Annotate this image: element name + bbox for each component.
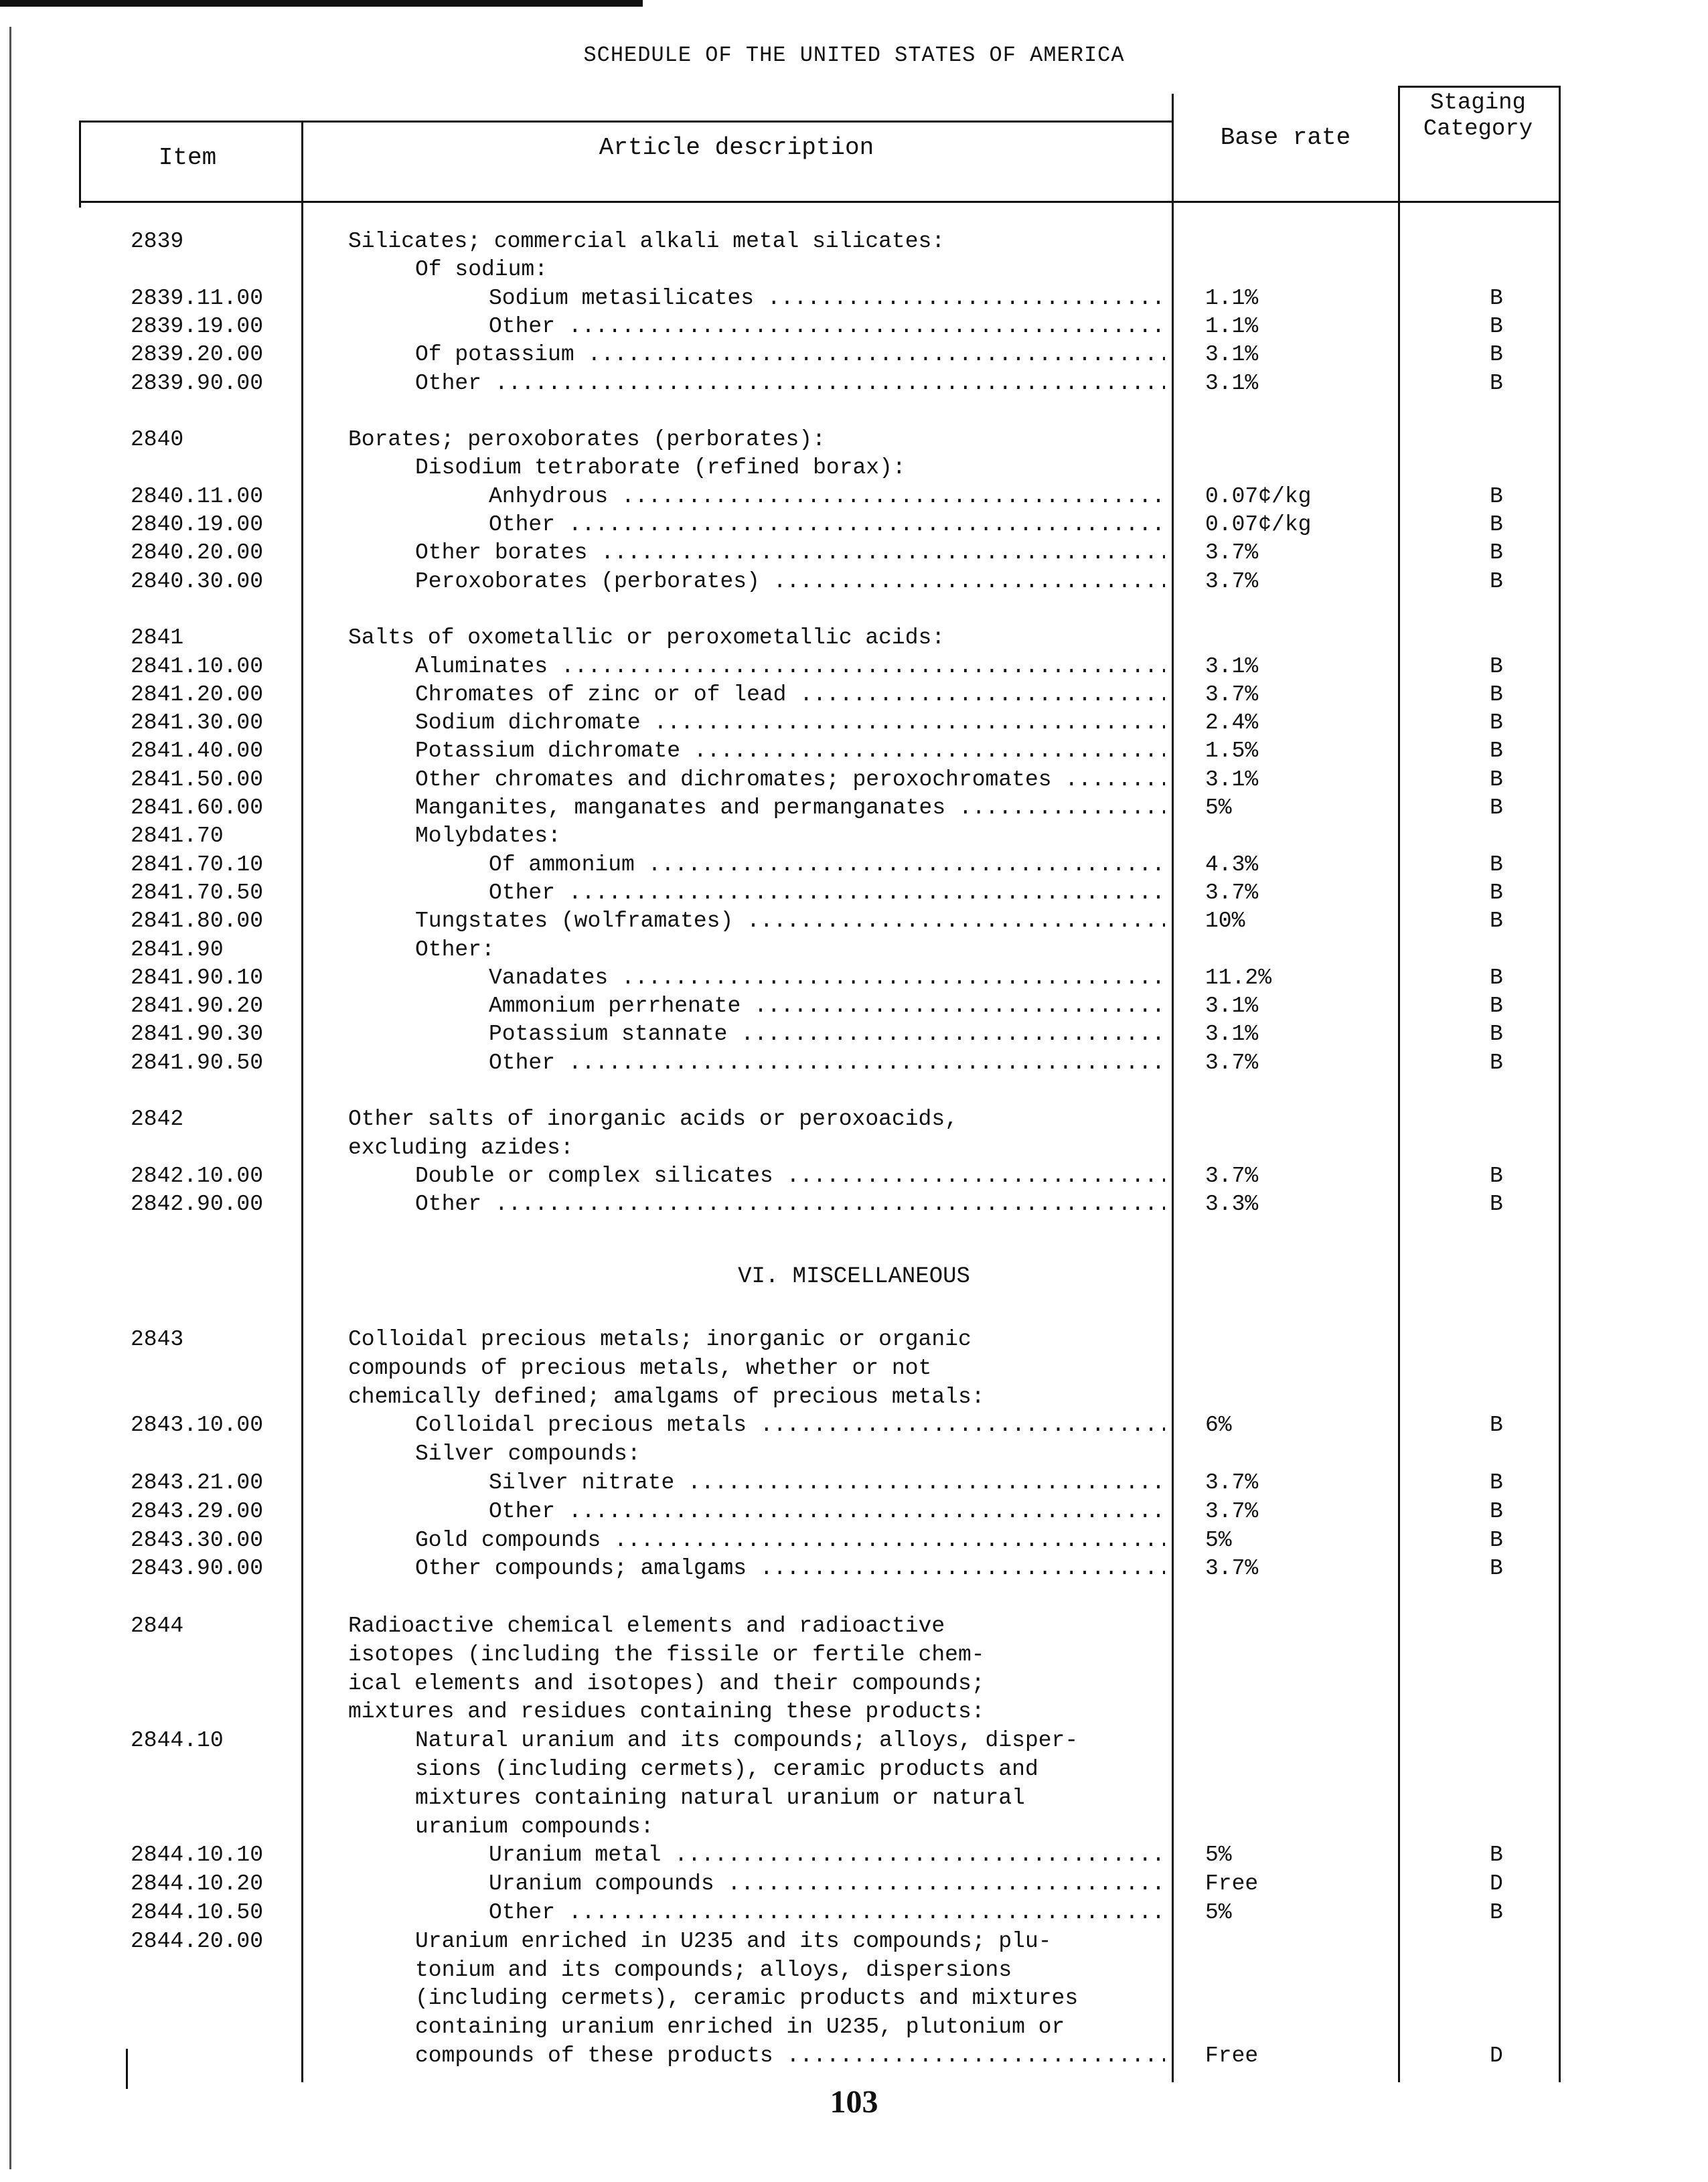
header-base-rate: Base rate [1220, 124, 1351, 151]
article-description [415, 794, 1165, 822]
article-description [415, 539, 1165, 567]
item-number: 2843 [131, 1327, 184, 1352]
table-row [0, 681, 1708, 709]
base-rate: 11.2% [1205, 965, 1272, 990]
article-description-text: Of potassium ..... [415, 342, 1165, 367]
table-row [0, 228, 1708, 256]
article-description [415, 568, 1165, 596]
article-description-text: Other salts of inorganic acids or peroxoacids, [348, 1107, 958, 1132]
staging-category: B [1490, 1192, 1503, 1217]
article-description [348, 1077, 1165, 1105]
article-description-text: compounds of these products ..... [415, 2043, 1165, 2068]
table-top-border [79, 121, 1172, 123]
base-rate: 3.7% [1205, 1498, 1259, 1524]
table-row [0, 794, 1708, 822]
article-description [415, 454, 1165, 482]
item-number: 2843.90.00 [131, 1556, 264, 1581]
article-description-text: (including cermets), ceramic products and mixtures [415, 1986, 1079, 2011]
item-number: 2841.60.00 [131, 795, 264, 820]
table-row [0, 1698, 1708, 1726]
table-row [0, 454, 1708, 482]
article-description [489, 313, 1165, 341]
item-number: 2843.29.00 [131, 1498, 264, 1524]
item-number: 2841.90.30 [131, 1022, 264, 1047]
base-rate: 3.3% [1205, 1192, 1259, 1217]
table-row [0, 653, 1708, 681]
article-description-text: Manganites, manganates and permanganates ..... [415, 795, 1165, 820]
item-number: 2844.10.10 [131, 1843, 264, 1868]
staging-category: B [1490, 285, 1503, 311]
table-row [0, 398, 1708, 426]
item-number: 2841.70.50 [131, 880, 264, 905]
scan-edge-top [0, 0, 643, 7]
item-number: 2839 [131, 229, 184, 254]
item-number: 2842 [131, 1107, 184, 1132]
article-description-text: Other ..... [489, 1050, 1165, 1075]
staging-category: B [1490, 1843, 1503, 1868]
article-description [415, 737, 1165, 765]
item-number: 2841.70.10 [131, 852, 264, 877]
item-number: 2840 [131, 427, 184, 453]
base-rate: 5% [1205, 1900, 1232, 1925]
article-description-text: Of ammonium ..... [489, 852, 1165, 877]
base-rate: 2.4% [1205, 710, 1259, 736]
staging-category: B [1490, 370, 1503, 396]
table-row [0, 1984, 1708, 2013]
article-description-text: Other: [415, 937, 495, 962]
item-number: 2841.80.00 [131, 909, 264, 934]
article-description [415, 766, 1165, 794]
section-heading: VI. MISCELLANEOUS [738, 1264, 970, 1290]
table-row [0, 1440, 1708, 1468]
base-rate: 3.7% [1205, 1163, 1259, 1188]
article-description-text: Of sodium: [415, 257, 548, 283]
staging-category: D [1490, 2043, 1503, 2068]
table-row [0, 1527, 1708, 1555]
article-description [415, 709, 1165, 737]
article-description-text: Disodium tetraborate (refined borax): [415, 455, 906, 481]
table-row [0, 936, 1708, 964]
staging-category: B [1490, 483, 1503, 509]
table-row [0, 483, 1708, 511]
item-number: 2844.10.20 [131, 1871, 264, 1897]
article-description [489, 964, 1165, 992]
item-number: 2843.30.00 [131, 1527, 264, 1553]
table-row [0, 1326, 1708, 1354]
article-description-text: Chromates of zinc or of lead ..... [415, 682, 1165, 707]
article-description [415, 1956, 1165, 1984]
article-description-text: Sodium metasilicates ..... [489, 286, 1165, 311]
item-number: 2841.70 [131, 824, 224, 849]
article-description-text: Other ..... [489, 1499, 1165, 1524]
article-description [348, 596, 1165, 624]
table-row [0, 1956, 1708, 1984]
staging-category: B [1490, 738, 1503, 764]
item-number: 2841.90 [131, 937, 224, 962]
article-description-text: Molybdates: [415, 824, 561, 849]
article-description [415, 2013, 1165, 2041]
item-number: 2839.11.00 [131, 285, 264, 311]
article-description-text: ical elements and isotopes) and their compounds; [348, 1670, 985, 1696]
item-number: 2844.10.50 [131, 1900, 264, 1925]
base-rate: 10% [1205, 909, 1245, 934]
article-description [489, 1841, 1165, 1869]
staging-category: B [1490, 1163, 1503, 1188]
article-description-text: chemically defined; amalgams of precious metals: [348, 1384, 985, 1409]
article-description [348, 1670, 1165, 1698]
base-rate: 3.7% [1205, 1556, 1259, 1581]
article-description-text: Colloidal precious metals; inorganic or organic [348, 1327, 972, 1352]
article-description-text: Aluminates ..... [415, 654, 1165, 679]
article-description-text: Double or complex silicates ..... [415, 1164, 1165, 1188]
item-number: 2841.10.00 [131, 653, 264, 679]
table-row [0, 1841, 1708, 1869]
article-description [415, 1190, 1165, 1219]
article-description [489, 511, 1165, 539]
table-row [0, 879, 1708, 907]
table-row [0, 737, 1708, 765]
article-description [415, 1984, 1165, 2013]
article-description [348, 228, 1165, 256]
article-description [415, 1440, 1165, 1468]
staging-category: B [1490, 1900, 1503, 1925]
staging-category: B [1490, 342, 1503, 368]
table-row [0, 1049, 1708, 1077]
page-title: SCHEDULE OF THE UNITED STATES OF AMERICA [583, 43, 1125, 68]
base-rate: 3.7% [1205, 880, 1259, 905]
article-description-text: Vanadates ..... [489, 965, 1165, 990]
base-rate: 3.1% [1205, 767, 1259, 792]
article-description-text: Silicates; commercial alkali metal silicates: [348, 229, 945, 254]
table-row [0, 1612, 1708, 1640]
base-rate: Free [1205, 2043, 1259, 2068]
table-row [0, 596, 1708, 624]
staging-category: D [1490, 1871, 1503, 1897]
table-row [0, 822, 1708, 850]
article-description [489, 1870, 1165, 1898]
article-description-text: Borates; peroxoborates (perborates): [348, 427, 826, 453]
table-row [0, 1784, 1708, 1812]
base-rate: 3.7% [1205, 540, 1259, 566]
article-description-text: uranium compounds: [415, 1814, 654, 1839]
item-number: 2839.90.00 [131, 370, 264, 396]
article-description [415, 370, 1165, 398]
item-number: 2841.20.00 [131, 682, 264, 707]
staging-category: B [1490, 994, 1503, 1019]
article-description-text: Other ..... [489, 512, 1165, 537]
base-rate: 3.1% [1205, 370, 1259, 396]
article-description-text: Radioactive chemical elements and radioactive [348, 1614, 945, 1638]
article-description [489, 1469, 1165, 1497]
base-rate: 5% [1205, 1527, 1232, 1553]
table-row [0, 285, 1708, 313]
table-row [0, 964, 1708, 992]
staging-category: B [1490, 1022, 1503, 1047]
staging-category: B [1490, 1050, 1503, 1075]
base-rate: 0.07¢/kg [1205, 512, 1312, 537]
article-description [415, 1813, 1165, 1841]
article-description-text: compounds of precious metals, whether or not [348, 1355, 932, 1381]
article-description-text: Tungstates (wolframates) ..... [415, 909, 1165, 933]
table-row [0, 1641, 1708, 1669]
article-description [415, 1162, 1165, 1190]
item-number: 2844 [131, 1614, 184, 1638]
article-description [348, 426, 1165, 454]
base-rate: 6% [1205, 1413, 1232, 1438]
table-row [0, 1813, 1708, 1841]
article-description-text: Uranium compounds ..... [489, 1871, 1165, 1896]
article-description [348, 1612, 1165, 1640]
item-number: 2844.20.00 [131, 1928, 264, 1954]
table-row [0, 256, 1708, 284]
article-description-text: Potassium dichromate ..... [415, 738, 1165, 763]
article-description [348, 1383, 1165, 1411]
article-description [415, 1727, 1165, 1755]
table-row [0, 1928, 1708, 1956]
article-description [415, 2042, 1165, 2070]
article-description [489, 483, 1165, 511]
staging-category: B [1490, 795, 1503, 820]
staging-category: B [1490, 1470, 1503, 1495]
staging-category: B [1490, 568, 1503, 594]
item-number: 2841 [131, 625, 184, 651]
base-rate: 3.7% [1205, 1470, 1259, 1495]
article-description-text: Gold compounds ..... [415, 1528, 1165, 1553]
base-rate: 3.1% [1205, 994, 1259, 1019]
article-description [415, 681, 1165, 709]
staging-category: B [1490, 880, 1503, 905]
article-description-text: Natural uranium and its compounds; alloys, disper- [415, 1728, 1079, 1754]
table-row [0, 1756, 1708, 1784]
article-description [415, 1555, 1165, 1583]
article-description-text: Sodium dichromate ..... [415, 710, 1165, 735]
article-description-text: Other compounds; amalgams ..... [415, 1556, 1165, 1581]
table-row [0, 907, 1708, 935]
article-description [348, 1134, 1165, 1162]
item-number: 2842.10.00 [131, 1163, 264, 1188]
base-rate: 3.1% [1205, 653, 1259, 679]
table-row [0, 1583, 1708, 1612]
article-description [415, 341, 1165, 369]
staging-category: B [1490, 767, 1503, 792]
article-description-text: Salts of oxometallic or peroxometallic acids: [348, 625, 945, 651]
article-description-text: Other ..... [415, 371, 1165, 396]
staging-category: B [1490, 540, 1503, 566]
table-row [0, 709, 1708, 737]
article-description-text: Other ..... [489, 314, 1165, 339]
table-row [0, 1162, 1708, 1190]
header-item: Item [158, 144, 217, 171]
staging-category: B [1490, 313, 1503, 339]
item-number: 2844.10 [131, 1728, 224, 1754]
table-row [0, 568, 1708, 596]
page-number: 103 [830, 2084, 878, 2120]
staging-category: B [1490, 909, 1503, 934]
item-number: 2842.90.00 [131, 1192, 264, 1217]
base-rate: 3.7% [1205, 568, 1259, 594]
base-rate: 3.7% [1205, 682, 1259, 707]
article-description-text: Potassium stannate ..... [489, 1022, 1165, 1046]
article-description-text: Uranium enriched in U235 and its compounds; plu- [415, 1928, 1052, 1954]
table-row [0, 2013, 1708, 2041]
base-rate: 3.7% [1205, 1050, 1259, 1075]
article-description [415, 653, 1165, 681]
header-staging-category: Staging Category [1423, 90, 1533, 143]
table-row [0, 1727, 1708, 1755]
article-description [415, 1756, 1165, 1784]
article-description [348, 398, 1165, 426]
item-number: 2840.19.00 [131, 512, 264, 537]
table-row [0, 1870, 1708, 1898]
table-row [0, 370, 1708, 398]
article-description-text: Other ..... [415, 1192, 1165, 1217]
staging-category: B [1490, 653, 1503, 679]
base-rate: 5% [1205, 795, 1232, 820]
article-description [348, 624, 1165, 652]
article-description-text: excluding azides: [348, 1135, 574, 1160]
article-description [415, 936, 1165, 964]
item-number: 2843.10.00 [131, 1413, 264, 1438]
staging-category: B [1490, 1498, 1503, 1524]
table-left-border [79, 121, 81, 208]
article-description [415, 256, 1165, 284]
base-rate: 5% [1205, 1843, 1232, 1868]
table-row [0, 766, 1708, 794]
item-number: 2841.90.10 [131, 965, 264, 990]
article-description [348, 1698, 1165, 1726]
base-rate: Free [1205, 1871, 1259, 1897]
table-row [0, 1469, 1708, 1497]
item-number: 2840.11.00 [131, 483, 264, 509]
article-description-text: Ammonium perrhenate ..... [489, 994, 1165, 1018]
staging-category: B [1490, 965, 1503, 990]
table-row [0, 1190, 1708, 1219]
table-row [0, 851, 1708, 879]
item-number: 2840.30.00 [131, 568, 264, 594]
item-number: 2843.21.00 [131, 1470, 264, 1495]
table-row [0, 313, 1708, 341]
table-row [0, 341, 1708, 369]
table-row [0, 1498, 1708, 1526]
base-rate: 1.5% [1205, 738, 1259, 764]
staging-category: B [1490, 1413, 1503, 1438]
table-row [0, 1899, 1708, 1927]
item-number: 2839.19.00 [131, 313, 264, 339]
staging-category: B [1490, 512, 1503, 537]
table-row [0, 1670, 1708, 1698]
staging-category: B [1490, 710, 1503, 736]
base-rate: 3.1% [1205, 342, 1259, 368]
item-number: 2841.40.00 [131, 738, 264, 764]
base-rate: 1.1% [1205, 285, 1259, 311]
item-number: 2841.30.00 [131, 710, 264, 736]
staging-category: B [1490, 852, 1503, 877]
table-row [0, 1354, 1708, 1383]
article-description-text: mixtures and residues containing these products: [348, 1699, 985, 1725]
base-rate: 0.07¢/kg [1205, 483, 1312, 509]
article-description-text: Silver compounds: [415, 1441, 641, 1467]
staging-category: B [1490, 1527, 1503, 1553]
article-description [348, 1354, 1165, 1383]
table-row [0, 1555, 1708, 1583]
article-description [348, 1641, 1165, 1669]
article-description [489, 879, 1165, 907]
base-rate: 3.1% [1205, 1022, 1259, 1047]
table-row [0, 1020, 1708, 1048]
article-description [348, 1105, 1165, 1134]
table-row [0, 539, 1708, 567]
article-description-text: Peroxoborates (perborates) ..... [415, 569, 1165, 594]
article-description [489, 1899, 1165, 1927]
article-description-text: Uranium metal ..... [489, 1843, 1165, 1867]
article-description [489, 1498, 1165, 1526]
article-description [415, 1928, 1165, 1956]
article-description-text: containing uranium enriched in U235, plutonium or [415, 2015, 1065, 2040]
article-description [415, 1784, 1165, 1812]
item-number: 2839.20.00 [131, 342, 264, 368]
table-row [0, 624, 1708, 652]
article-description [489, 1020, 1165, 1048]
article-description [415, 1527, 1165, 1555]
item-number: 2841.90.20 [131, 994, 264, 1019]
article-description-text: mixtures containing natural uranium or natural [415, 1785, 1025, 1810]
article-description-text: Other borates ..... [415, 540, 1165, 565]
article-description [415, 822, 1165, 850]
table-row [0, 992, 1708, 1020]
table-row [0, 426, 1708, 454]
header-description: Article description [599, 134, 874, 161]
article-description [348, 1583, 1165, 1612]
table-row [0, 1411, 1708, 1439]
table-top-border-staging [1398, 86, 1560, 88]
item-number: 2840.20.00 [131, 540, 264, 566]
article-description [415, 1411, 1165, 1439]
table-row [0, 1134, 1708, 1162]
article-description-text: Silver nitrate ..... [489, 1470, 1165, 1495]
article-description-text: Colloidal precious metals ..... [415, 1413, 1165, 1437]
article-description [489, 992, 1165, 1020]
item-number: 2841.90.50 [131, 1050, 264, 1075]
article-description-text: sions (including cermets), ceramic products and [415, 1757, 1038, 1782]
article-description [348, 1326, 1165, 1354]
table-row [0, 1077, 1708, 1105]
article-description [489, 1049, 1165, 1077]
article-description [489, 285, 1165, 313]
article-description [489, 851, 1165, 879]
table-row [0, 511, 1708, 539]
staging-category: B [1490, 682, 1503, 707]
article-description-text: tonium and its compounds; alloys, dispersions [415, 1957, 1012, 1982]
article-description-text: Other ..... [489, 1900, 1165, 1925]
article-description-text: Other chromates and dichromates; peroxochromates ..... [415, 767, 1165, 792]
article-description-text: Anhydrous ..... [489, 484, 1165, 509]
table-row [0, 1105, 1708, 1134]
base-rate: 4.3% [1205, 852, 1259, 877]
article-description-text: Other ..... [489, 880, 1165, 905]
table-row [0, 1383, 1708, 1411]
base-rate: 1.1% [1205, 313, 1259, 339]
article-description-text: isotopes (including the fissile or fertile chem- [348, 1642, 985, 1667]
table-row [0, 2042, 1708, 2070]
staging-category: B [1490, 1556, 1503, 1581]
item-number: 2841.50.00 [131, 767, 264, 792]
article-description [415, 907, 1165, 935]
